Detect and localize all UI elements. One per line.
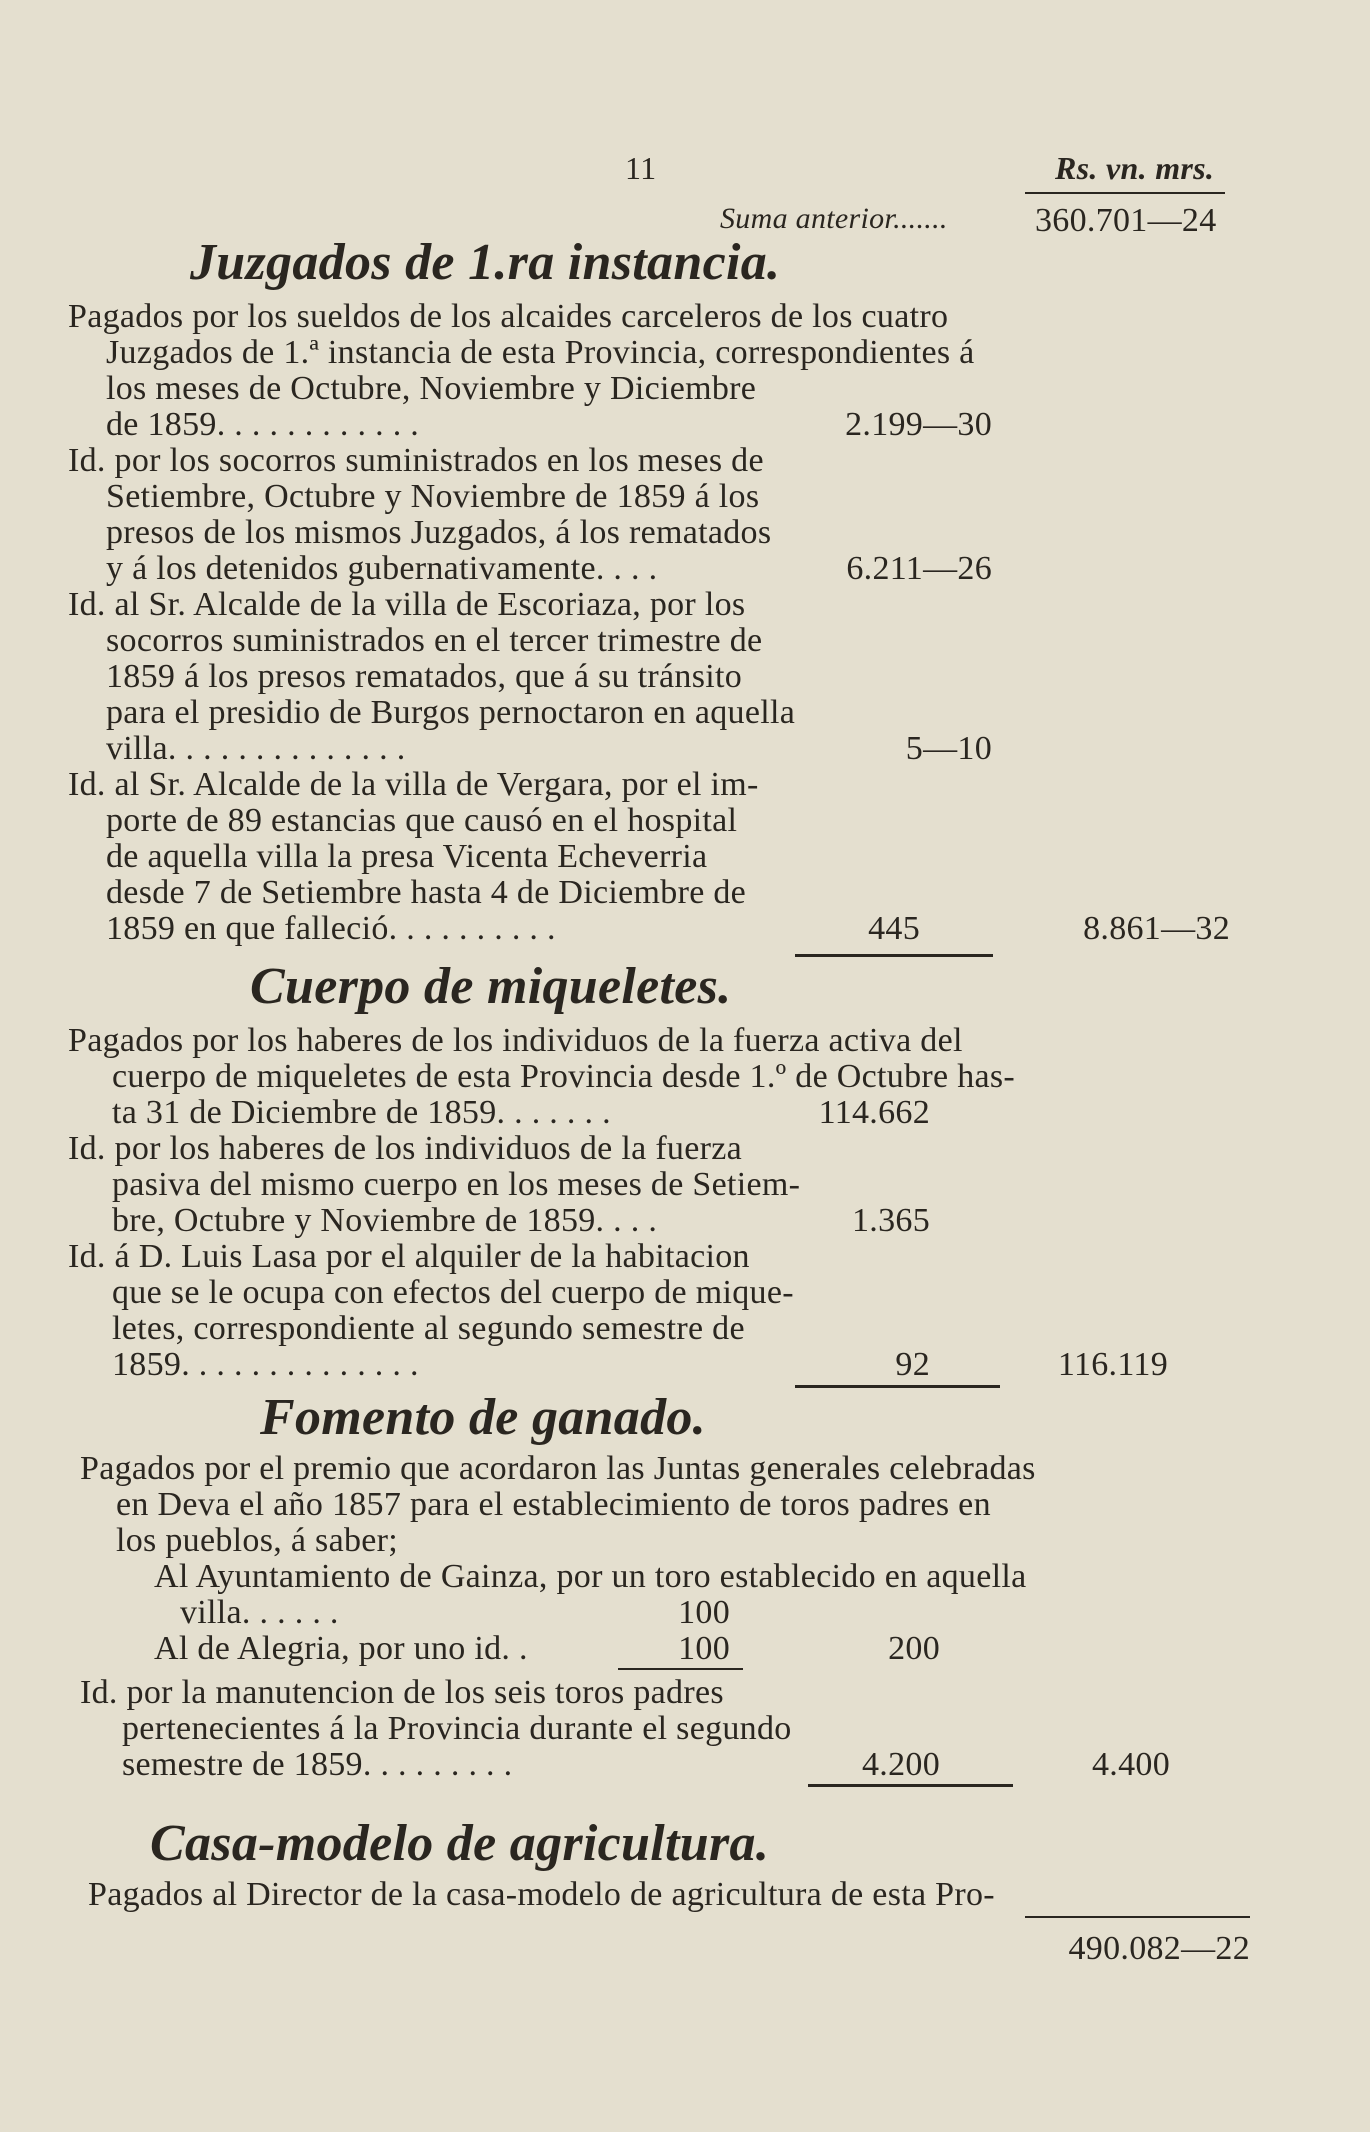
body-line: ta 31 de Diciembre de 1859. . . . . . . (112, 1094, 611, 1131)
body-line: Al de Alegria, por uno id. . (154, 1630, 528, 1667)
body-line: que se le ocupa con efectos del cuerpo de mique- (112, 1274, 794, 1311)
body-line: y á los detenidos gubernativamente. . . . (106, 550, 658, 587)
body-line: Id. por la manutencion de los seis toros padres (80, 1674, 724, 1711)
body-line: Setiembre, Octubre y Noviembre de 1859 á los (106, 478, 760, 515)
body-line: socorros suministrados en el tercer trimestre de (106, 622, 763, 659)
currency-header: Rs. vn. mrs. (1055, 150, 1215, 186)
section-heading-casa-modelo: Casa-modelo de agricultura. (150, 1815, 770, 1872)
body-line: bre, Octubre y Noviembre de 1859. . . . (112, 1202, 658, 1239)
line-amount: 4.200 (862, 1746, 940, 1783)
body-line: letes, correspondiente al segundo semestre de (112, 1310, 745, 1347)
body-line: de aquella villa la presa Vicenta Echeverria (106, 838, 708, 875)
page-total-rule (1025, 1916, 1250, 1918)
page-number: 11 (625, 150, 657, 186)
body-line: Pagados por el premio que acordaron las Juntas generales celebradas (80, 1450, 1036, 1487)
line-amount: 445 (868, 910, 920, 947)
body-line: Pagados por los haberes de los individuos de la fuerza activa del (68, 1022, 963, 1059)
sub-amount: 100 (678, 1594, 730, 1631)
line-amount: 200 (888, 1630, 940, 1667)
section-total: 116.119 (1057, 1346, 1168, 1383)
body-line: Pagados por los sueldos de los alcaides carceleros de los cuatro (68, 298, 949, 335)
body-line: presos de los mismos Juzgados, á los rematados (106, 514, 772, 551)
body-line: 1859 en que falleció. . . . . . . . . . (106, 910, 556, 947)
body-line: cuerpo de miqueletes de esta Provincia desde 1.º de Octubre has- (112, 1058, 1016, 1095)
body-line: Pagados al Director de la casa-modelo de agricultura de esta Pro- (88, 1876, 995, 1913)
section-heading-juzgados: Juzgados de 1.ra instancia. (190, 234, 781, 291)
body-line: desde 7 de Setiembre hasta 4 de Diciembre de (106, 874, 747, 911)
body-line: los pueblos, á saber; (116, 1522, 399, 1559)
suma-anterior-label: Suma anterior....... (720, 202, 948, 235)
body-line: los meses de Octubre, Noviembre y Diciembre (106, 370, 757, 407)
suma-anterior-amount: 360.701—24 (1035, 202, 1217, 239)
body-line: Id. por los socorros suministrados en los meses de (68, 442, 764, 479)
body-line: semestre de 1859. . . . . . . . . (122, 1746, 513, 1783)
body-line: villa. . . . . . . . . . . . . . (106, 730, 406, 767)
subtotal-rule (808, 1784, 1013, 1787)
subtotal-rule (795, 1385, 1000, 1388)
body-line: Juzgados de 1.ª instancia de esta Provincia, correspondientes á (106, 334, 975, 371)
body-line: pertenecientes á la Provincia durante el segundo (122, 1710, 792, 1747)
body-line: en Deva el año 1857 para el establecimiento de toros padres en (116, 1486, 991, 1523)
line-amount: 5—10 (905, 730, 992, 767)
body-line: de 1859. . . . . . . . . . . . (106, 406, 420, 443)
line-amount: 2.199—30 (845, 406, 992, 443)
subtotal-rule (795, 954, 993, 957)
section-total: 8.861—32 (1083, 910, 1230, 947)
body-line: 1859 á los presos rematados, que á su tránsito (106, 658, 743, 695)
body-line: Id. por los haberes de los individuos de la fuerza (68, 1130, 743, 1167)
body-line: 1859. . . . . . . . . . . . . . (112, 1346, 419, 1383)
section-heading-fomento: Fomento de ganado. (260, 1389, 706, 1446)
body-line: pasiva del mismo cuerpo en los meses de Setiem- (112, 1166, 801, 1203)
section-total: 4.400 (1092, 1746, 1170, 1783)
line-amount: 6.211—26 (846, 550, 992, 587)
line-amount: 1.365 (852, 1202, 930, 1239)
line-amount: 92 (895, 1346, 930, 1383)
body-line: porte de 89 estancias que causó en el hospital (106, 802, 738, 839)
body-line: Id. al Sr. Alcalde de la villa de Vergara, por el im- (68, 766, 759, 803)
line-amount: 114.662 (818, 1094, 930, 1131)
body-line: Id. á D. Luis Lasa por el alquiler de la habitacion (68, 1238, 750, 1275)
body-line: Id. al Sr. Alcalde de la villa de Escoriaza, por los (68, 586, 746, 623)
body-line: para el presidio de Burgos pernoctaron en aquella (106, 694, 796, 731)
page-total: 490.082—22 (1068, 1930, 1250, 1967)
body-line: villa. . . . . . (180, 1594, 339, 1631)
sub-rule (618, 1668, 743, 1670)
section-heading-miqueletes: Cuerpo de miqueletes. (250, 958, 732, 1015)
sub-amount: 100 (678, 1630, 730, 1667)
body-line: Al Ayuntamiento de Gainza, por un toro establecido en aquella (154, 1558, 1027, 1595)
header-rule (1025, 192, 1225, 194)
